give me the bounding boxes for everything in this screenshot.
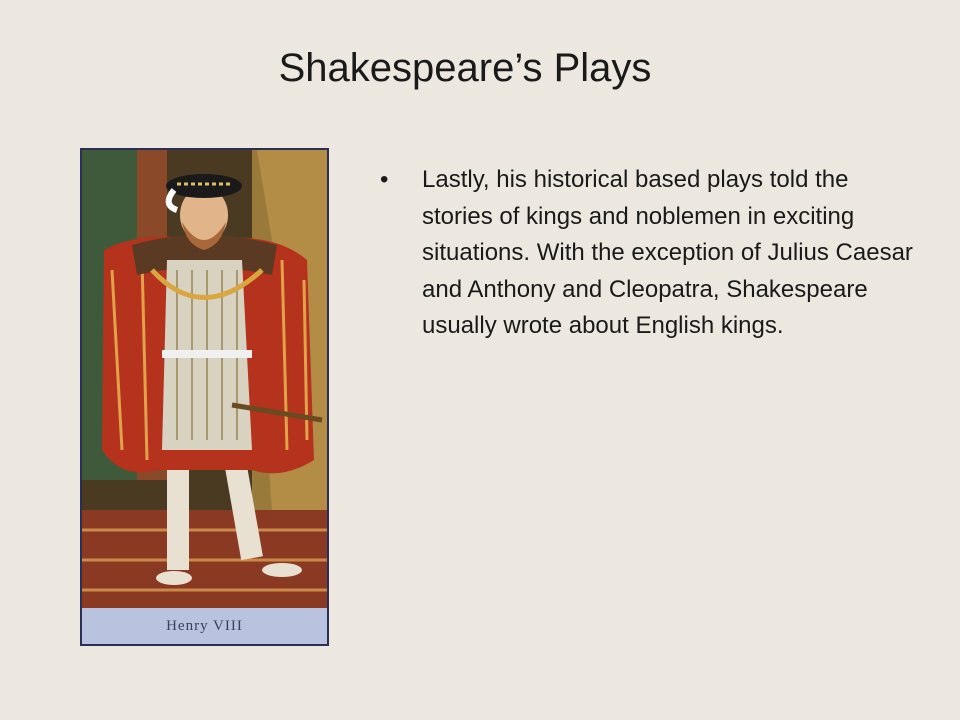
left-foot (156, 571, 192, 585)
hat (166, 174, 242, 198)
right-foot (262, 563, 302, 577)
henry-viii-portrait (80, 148, 329, 646)
portrait-painting (82, 150, 327, 608)
bullet-item (380, 162, 920, 345)
bullet-text: Lastly, his historical based plays told the stories of kings and noblemen in exciting situations. With the exception of Julius Caesar and Anthony and Cleopatra, Shakespeare usually wrote about English kings. (422, 166, 913, 339)
belt (162, 350, 252, 358)
portrait-caption: Henry VIII (82, 608, 327, 644)
bullet-marker: • (380, 166, 389, 193)
slide-title: Shakespeare’s Plays (278, 46, 652, 90)
bullet-list (380, 162, 920, 345)
